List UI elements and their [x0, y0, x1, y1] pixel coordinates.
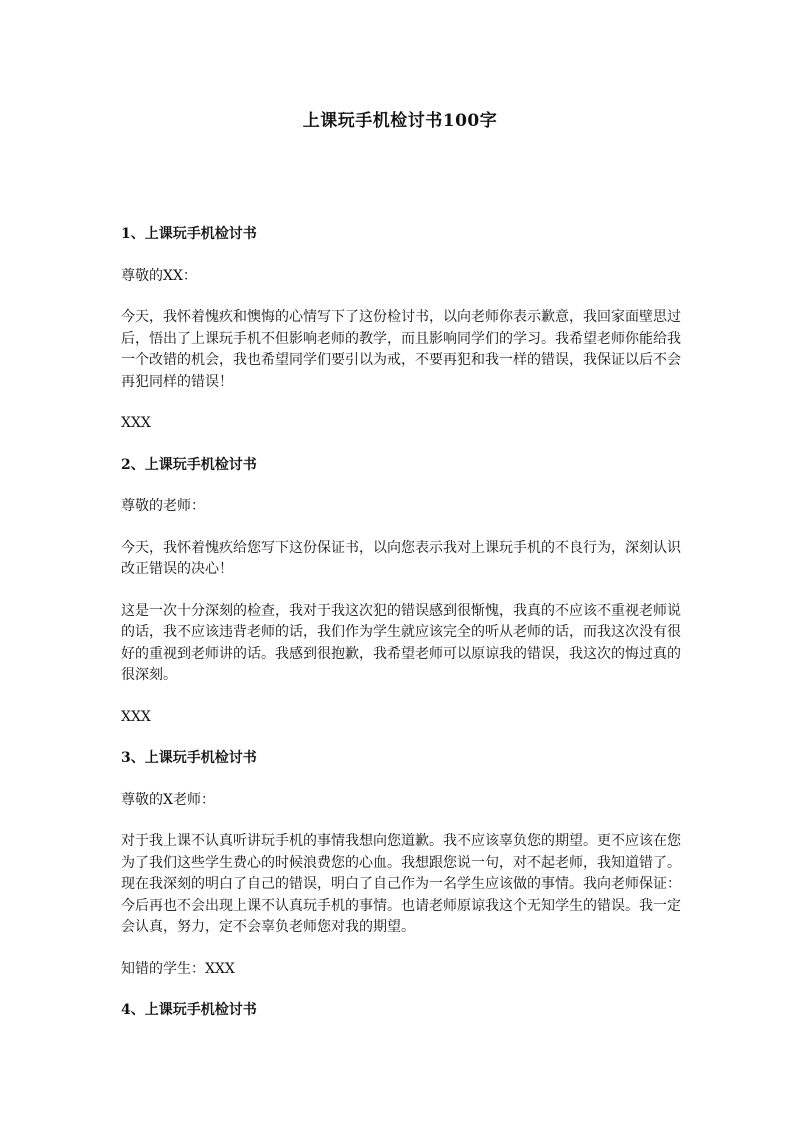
document-body — [121, 224, 681, 1042]
salutation: 尊敬的XX： — [121, 267, 197, 284]
signature: XXX — [121, 415, 151, 431]
paragraph: 今天，我怀着愧疚给您写下这份保证书，以向您表示我对上课玩手机的不良行为，深刻认识改正错误的决心！ — [121, 539, 681, 577]
section-heading: 4、上课玩手机检讨书 — [121, 1002, 257, 1018]
paragraph: 对于我上课不认真听讲玩手机的事情我想向您道歉。我不应该辜负您的期望。更不应该在您为了我们这些学生费心的时候浪费您的心血。我想跟您说一句，对不起老师，我知道错了。现在我深刻的明白了自己的错误，明白了自己作为一名学生应该做的事情。我向老师保证：今后再也不会出现上课不认真玩手机的事情。也请老师原谅我这个无知学生的错误。我一定会认真，努力，定不会辜负老师您对我的期望。 — [121, 833, 681, 935]
salutation: 尊敬的老师： — [121, 498, 205, 514]
signature: 知错的学生：XXX — [121, 960, 235, 977]
paragraph: 今天，我怀着愧疚和懊悔的心情写下了这份检讨书，以向老师你表示歉意，我回家面壁思过后，悟出了上课玩手机不但影响老师的教学，而且影响同学们的学习。我希望老师你能给我一个改错的机会，我也希望同学们要引以为戒，不要再犯和我一样的错误，我保证以后不会再犯同样的错误！ — [121, 309, 681, 390]
section-heading: 3、上课玩手机检讨书 — [121, 750, 257, 766]
document-title: 上课玩手机检讨书100字 — [302, 111, 498, 131]
section-heading: 2、上课玩手机检讨书 — [121, 456, 257, 473]
section-heading: 1、上课玩手机检讨书 — [121, 226, 257, 242]
paragraph: 这是一次十分深刻的检查，我对于我这次犯的错误感到很惭愧，我真的不应该不重视老师说的话，我不应该违背老师的话，我们作为学生就应该完全的听从老师的话，而我这次没有很好的重视到老师讲的话。我感到很抱歉，我希望老师可以原谅我的错误，我这次的悔过真的很深刻。 — [121, 602, 681, 683]
salutation: 尊敬的X老师： — [121, 791, 215, 808]
signature: XXX — [121, 708, 151, 725]
